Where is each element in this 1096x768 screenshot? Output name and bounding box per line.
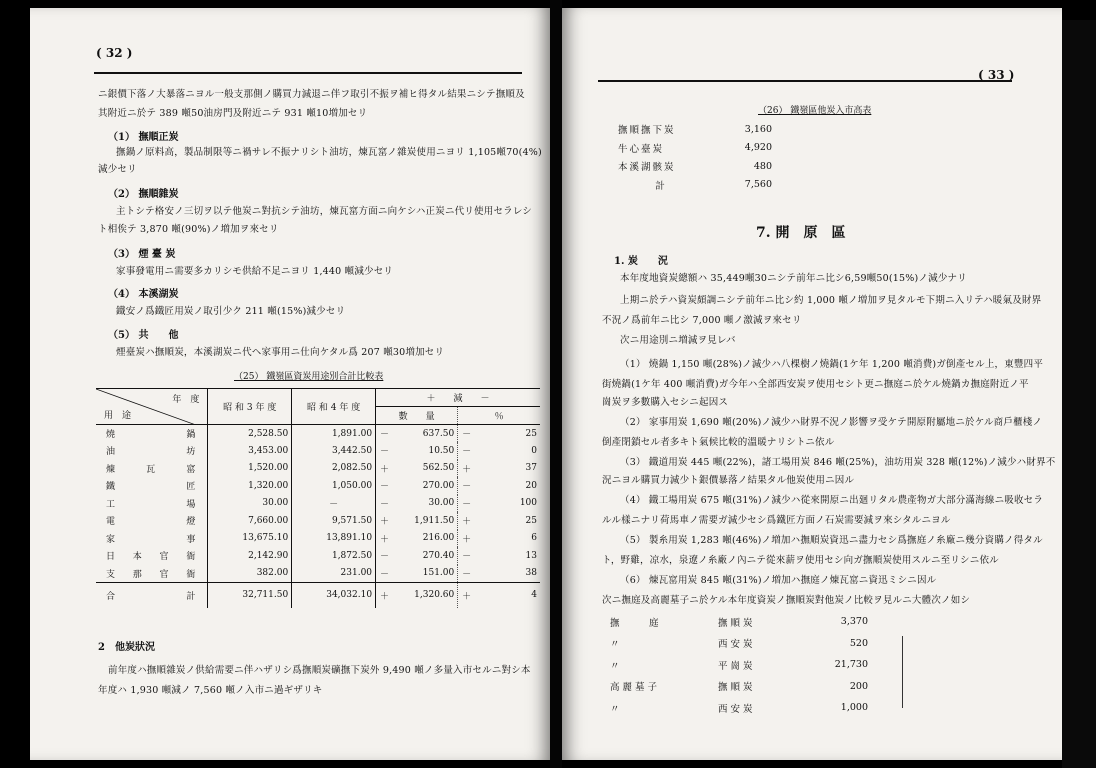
year2-header: 昭 和 4 年 度: [292, 389, 376, 425]
place-cell: 撫 庭: [610, 617, 669, 629]
section2-heading: 2 他炭狀況: [98, 642, 155, 653]
coal-cell: 西安炭: [718, 639, 756, 651]
table-row: [608, 633, 868, 655]
diff-cell: 270.00: [393, 477, 458, 495]
book-spine: [550, 0, 562, 768]
paragraph-line: 次ニ撫庭及高麗墓子ニ於ケル本年度資炭ノ撫順炭對他炭ノ比較ヲ見ルニ大體次ノ如シ: [602, 595, 971, 606]
paragraph-line: 街燒鍋(1ケ年 400 噸消費)ガ今年ハ全部西安炭ヲ使用セシト更ニ撫庭ニ於ケル燒鍋カ撫庭附近ノ平: [602, 379, 1029, 390]
section2-text: 前年度ハ撫順雜炭ノ供給需要ニ伴ハザリシ爲撫順炭礦撫下炭外 9,490 噸ノ多量入市セルニ對シ本: [108, 665, 531, 676]
diff-cell: 637.50: [393, 425, 458, 443]
sign-cell: ＋: [379, 517, 389, 528]
coal-cell: 西安炭: [718, 703, 756, 715]
place-cell: 〃: [610, 660, 630, 672]
year1-cell: 382.00: [208, 565, 292, 583]
use-cell: 支那官衙: [96, 565, 208, 583]
page-number: ( 33 ): [978, 68, 1015, 82]
sign-cell: ＋: [462, 464, 472, 475]
total-label: 合 計: [96, 582, 208, 608]
section-text: 煙臺炭ハ撫順炭，本溪湖炭ニ代ヘ家事用ニ仕向ケタル爲 207 噸30増加セリ: [116, 347, 445, 358]
table-row: [96, 547, 540, 565]
section-heading: （3） 煙 臺 炭: [108, 249, 176, 260]
use-cell: 家事: [96, 530, 208, 548]
section-heading: （1） 撫順正炭: [108, 132, 179, 143]
sign-cell: ＋: [379, 534, 389, 545]
diff-cell: 151.00: [393, 565, 458, 583]
scan-border: [1062, 20, 1096, 768]
section-text: 鐵安ノ爲鐵匠用炭ノ取引少ク 211 噸(15%)減少セリ: [116, 306, 346, 317]
section-text: ト相俟テ 3,870 噸(90%)ノ増加ヲ來セリ: [98, 224, 279, 235]
table-row: [96, 477, 540, 495]
year1-cell: 13,675.10: [208, 530, 292, 548]
sign-cell: －: [379, 552, 389, 563]
paragraph-line: （5） 製糸用炭 1,283 噸(46%)ノ増加ハ撫順炭資迅ニ盡力セシ爲撫庭ノ糸廠ニ幾分資購ノ得タル: [620, 535, 1043, 546]
paragraph-line: （3） 鐵道用炭 445 噸(22%)，諸工場用炭 846 噸(25%)，油坊用炭 328 噸(12%)ノ減少ハ財界不: [620, 457, 1056, 468]
paragraph-line: ルル樣ニナリ荷馬車ノ需要ガ減少セシ爲鐵匠方面ノ石炭需要減ヲ來シタルニヨル: [602, 515, 951, 526]
pct-cell: 25: [525, 428, 537, 439]
left-page: [30, 8, 550, 760]
sign-cell: －: [462, 499, 472, 510]
corner-year-label: 年 度: [172, 395, 200, 405]
sign-cell: －: [462, 569, 472, 580]
use-cell: 鐵匠: [96, 477, 208, 495]
coal-cell: 撫順炭: [718, 682, 756, 694]
total-diff: 1,320.60: [393, 582, 458, 608]
paragraph-line: 次ニ用途別ニ増減ヲ見レバ: [620, 335, 736, 346]
diff-cell: 270.40: [393, 547, 458, 565]
coal-value: 4,920: [744, 142, 772, 154]
year2-cell: 9,571.50: [292, 512, 376, 530]
sign-cell: ＋: [458, 582, 475, 608]
table-row: [96, 512, 540, 530]
sign-cell: －: [379, 447, 389, 458]
coal-name: 本溪湖骸炭: [618, 162, 676, 174]
value-cell: 3,370: [840, 616, 868, 628]
table-row: [614, 176, 800, 195]
total-year2: 34,032.10: [292, 582, 376, 608]
year2-cell: 1,891.00: [292, 425, 376, 443]
paragraph-line: ト，野雞，凉水，泉遼ノ糸廠ノ內ニテ從來薪ヲ使用セシ向ガ撫順炭使用スルニ至リシニ依ル: [602, 555, 999, 566]
intro-line-1: ニ銀價下落ノ大暴落ニヨル一般支那側ノ購買力減退ニ伴フ取引不振ヲ補ヒ得タル結果ニシテ撫順及: [98, 89, 525, 100]
sign-cell: ＋: [379, 464, 389, 475]
table-row: [614, 120, 800, 139]
pct-cell: 37: [525, 463, 537, 474]
paragraph-line: 本年度地資炭總額ハ 35,449噸30ニシテ前年ニ比シ6,59噸50(15%)ノ減少ナリ: [620, 273, 967, 284]
paragraph-line: 不況ノ爲前年ニ比シ 7,000 噸ノ激減ヲ來セリ: [602, 315, 802, 326]
coal-value: 480: [753, 160, 772, 172]
use-cell: 油坊: [96, 442, 208, 460]
table-total-row: [96, 582, 540, 608]
pct-cell: 100: [519, 498, 537, 509]
value-cell: 1,000: [840, 702, 868, 714]
qty-header: 數 量: [376, 407, 458, 425]
table26-title: （26） 鐵嶺區他炭入市高表: [758, 106, 872, 116]
year1-cell: 1,520.00: [208, 460, 292, 478]
year1-cell: 3,453.00: [208, 442, 292, 460]
table-row: [608, 676, 868, 698]
year2-cell: 1,050.00: [292, 477, 376, 495]
sign-cell: －: [462, 447, 472, 458]
corner-use-label: 用 途: [104, 411, 132, 421]
paragraph-line: 況ニヨル購買力減少ト銀價暴落ノ結果タル他炭使用ニ因ル: [602, 475, 855, 486]
right-page: [562, 8, 1062, 760]
sign-cell: －: [462, 552, 472, 563]
pct-cell: 13: [525, 550, 537, 561]
coal-total-value: 7,560: [744, 179, 772, 191]
year1-cell: 30.00: [208, 495, 292, 513]
sign-cell: －: [379, 482, 389, 493]
section-heading: （4） 本溪湖炭: [108, 289, 179, 300]
place-cell: 〃: [610, 639, 630, 651]
year2-cell: 3,442.50: [292, 442, 376, 460]
paragraph-line: 上期ニ於テハ資炭頗調ニシテ前年ニ比シ約 1,000 噸ノ増加ヲ見タルモ下期ニ入リテハ暖氣及財界: [620, 295, 1042, 306]
sign-cell: ＋: [376, 582, 393, 608]
table-vertical-rule: [902, 636, 903, 708]
comparison-table: [608, 611, 868, 719]
use-cell: 工場: [96, 495, 208, 513]
use-cell: 燒鍋: [96, 425, 208, 443]
coal-cell: 撫順炭: [718, 617, 756, 629]
coal-total-label: 計: [655, 180, 667, 192]
sign-cell: －: [379, 499, 389, 510]
section2-text: 年度ハ 1,930 噸減ノ 7,560 噸ノ入市ニ過ギザリキ: [98, 685, 323, 696]
paragraph-line: （4） 鐵工場用炭 675 噸(31%)ノ減少ハ從來開原ニ出廻リタル農產物ガ大部分滿海線ニ吸收セラ: [620, 495, 1044, 506]
section-text: 主トシテ格安ノ三切ヲ以テ他炭ニ對抗シテ油坊，煉瓦窰方面ニ向ケシハ正炭ニ代リ使用セラレシ: [116, 206, 533, 217]
pct-cell: 38: [525, 568, 537, 578]
sign-cell: －: [379, 569, 389, 580]
table-title: （25） 鐵嶺區資炭用途別合計比較表: [234, 372, 384, 382]
coal-value: 3,160: [744, 123, 772, 135]
section-heading: （2） 撫順雜炭: [108, 189, 179, 200]
value-cell: 520: [849, 637, 868, 649]
header-rule: [598, 80, 1012, 82]
use-comparison-table: [96, 388, 540, 608]
header-rule: [94, 72, 522, 74]
coal-heading: 1. 炭 況: [614, 256, 668, 267]
pct-cell: 6: [531, 533, 537, 544]
value-cell: 200: [849, 680, 868, 692]
table-row: [608, 611, 868, 633]
diff-header: ＋ 減 －: [376, 389, 540, 407]
table-row: [96, 425, 540, 443]
diff-cell: 10.50: [393, 442, 458, 460]
year2-cell: 231.00: [292, 565, 376, 583]
use-cell: 日本官衙: [96, 547, 208, 565]
table-row: [608, 654, 868, 676]
paragraph-line: 崗炭ヲ多數購入セシニ起因ス: [602, 397, 729, 408]
sign-cell: ＋: [462, 534, 472, 545]
section-heading: （5） 共 他: [108, 330, 179, 341]
table-row: [96, 565, 540, 583]
section-text: 減少セリ: [98, 164, 137, 175]
table-row: [96, 442, 540, 460]
paragraph-line: （2） 家事用炭 1,690 噸(20%)ノ減少ハ財界不況ノ影響ヲ受ケテ開原附屬地ニ於ケル商戶櫃棧ノ: [620, 417, 1043, 428]
use-cell: 煉瓦窰: [96, 460, 208, 478]
year2-cell: －: [292, 495, 376, 513]
section-text: 家事發電用ニ需要多カリシモ供給不足ニヨリ 1,440 噸減少セリ: [116, 266, 394, 277]
diff-cell: 562.50: [393, 460, 458, 478]
paragraph-line: （1） 燒鍋 1,150 噸(28%)ノ減少ハ八棵樹ノ燒鍋(1ケ年 1,200 噸消費)ガ倒產セル上，東豐四平: [620, 359, 1044, 370]
paragraph-line: （6） 煉瓦窰用炭 845 噸(31%)ノ増加ハ撫庭ノ煉瓦窰ニ資迅ミシニ因ル: [620, 575, 937, 586]
place-cell: 〃: [610, 703, 630, 715]
page-number: ( 32 ): [96, 46, 133, 60]
diff-cell: 216.00: [393, 530, 458, 548]
year1-cell: 2,142.90: [208, 547, 292, 565]
coal-name: 牛心臺炭: [618, 143, 665, 155]
section-text: 撫鍋ノ原料高，製品制限等ニ禍サレ不振ナリシト油坊，煉瓦窰ノ雜炭使用ニヨリ 1,105噸70(4%): [116, 147, 542, 158]
pct-cell: 0: [531, 445, 537, 456]
coal-cell: 平崗炭: [718, 660, 756, 672]
year1-cell: 7,660.00: [208, 512, 292, 530]
table-row: [614, 157, 800, 176]
year1-cell: 2,528.50: [208, 425, 292, 443]
year1-cell: 1,320.00: [208, 477, 292, 495]
total-year1: 32,711.50: [208, 582, 292, 608]
pct-cell: 25: [525, 515, 537, 526]
diff-cell: 30.00: [393, 495, 458, 513]
pct-cell: 20: [525, 480, 537, 491]
sign-cell: ＋: [462, 517, 472, 528]
use-cell: 電燈: [96, 512, 208, 530]
diff-cell: 1,911.50: [393, 512, 458, 530]
other-coal-table: [614, 120, 800, 194]
total-pct: 4: [475, 582, 540, 608]
sign-cell: －: [462, 482, 472, 493]
intro-line-2: 其附近ニ於テ 389 噸50油房門及附近ニテ 931 噸10増加セリ: [98, 108, 368, 119]
paragraph-line: 倒產閉鎖セル者多キト氣候比較的溫暖ナリシトニ依ル: [602, 437, 835, 448]
table-corner-header: [96, 389, 208, 425]
table-row: [96, 460, 540, 478]
coal-name: 撫順撫下炭: [618, 125, 676, 137]
place-cell: 高麗墓子: [610, 682, 661, 694]
year2-cell: 13,891.10: [292, 530, 376, 548]
table-row: [96, 495, 540, 513]
sign-cell: －: [379, 430, 389, 440]
district-title: 7. 開 原 區: [756, 225, 846, 241]
year2-cell: 1,872.50: [292, 547, 376, 565]
table-row: [96, 530, 540, 548]
sign-cell: －: [462, 430, 472, 440]
pct-header: ％: [458, 407, 540, 425]
table-row: [614, 139, 800, 158]
year2-cell: 2,082.50: [292, 460, 376, 478]
value-cell: 21,730: [834, 659, 868, 671]
year1-header: 昭 和 3 年 度: [208, 389, 292, 425]
table-row: [608, 697, 868, 719]
